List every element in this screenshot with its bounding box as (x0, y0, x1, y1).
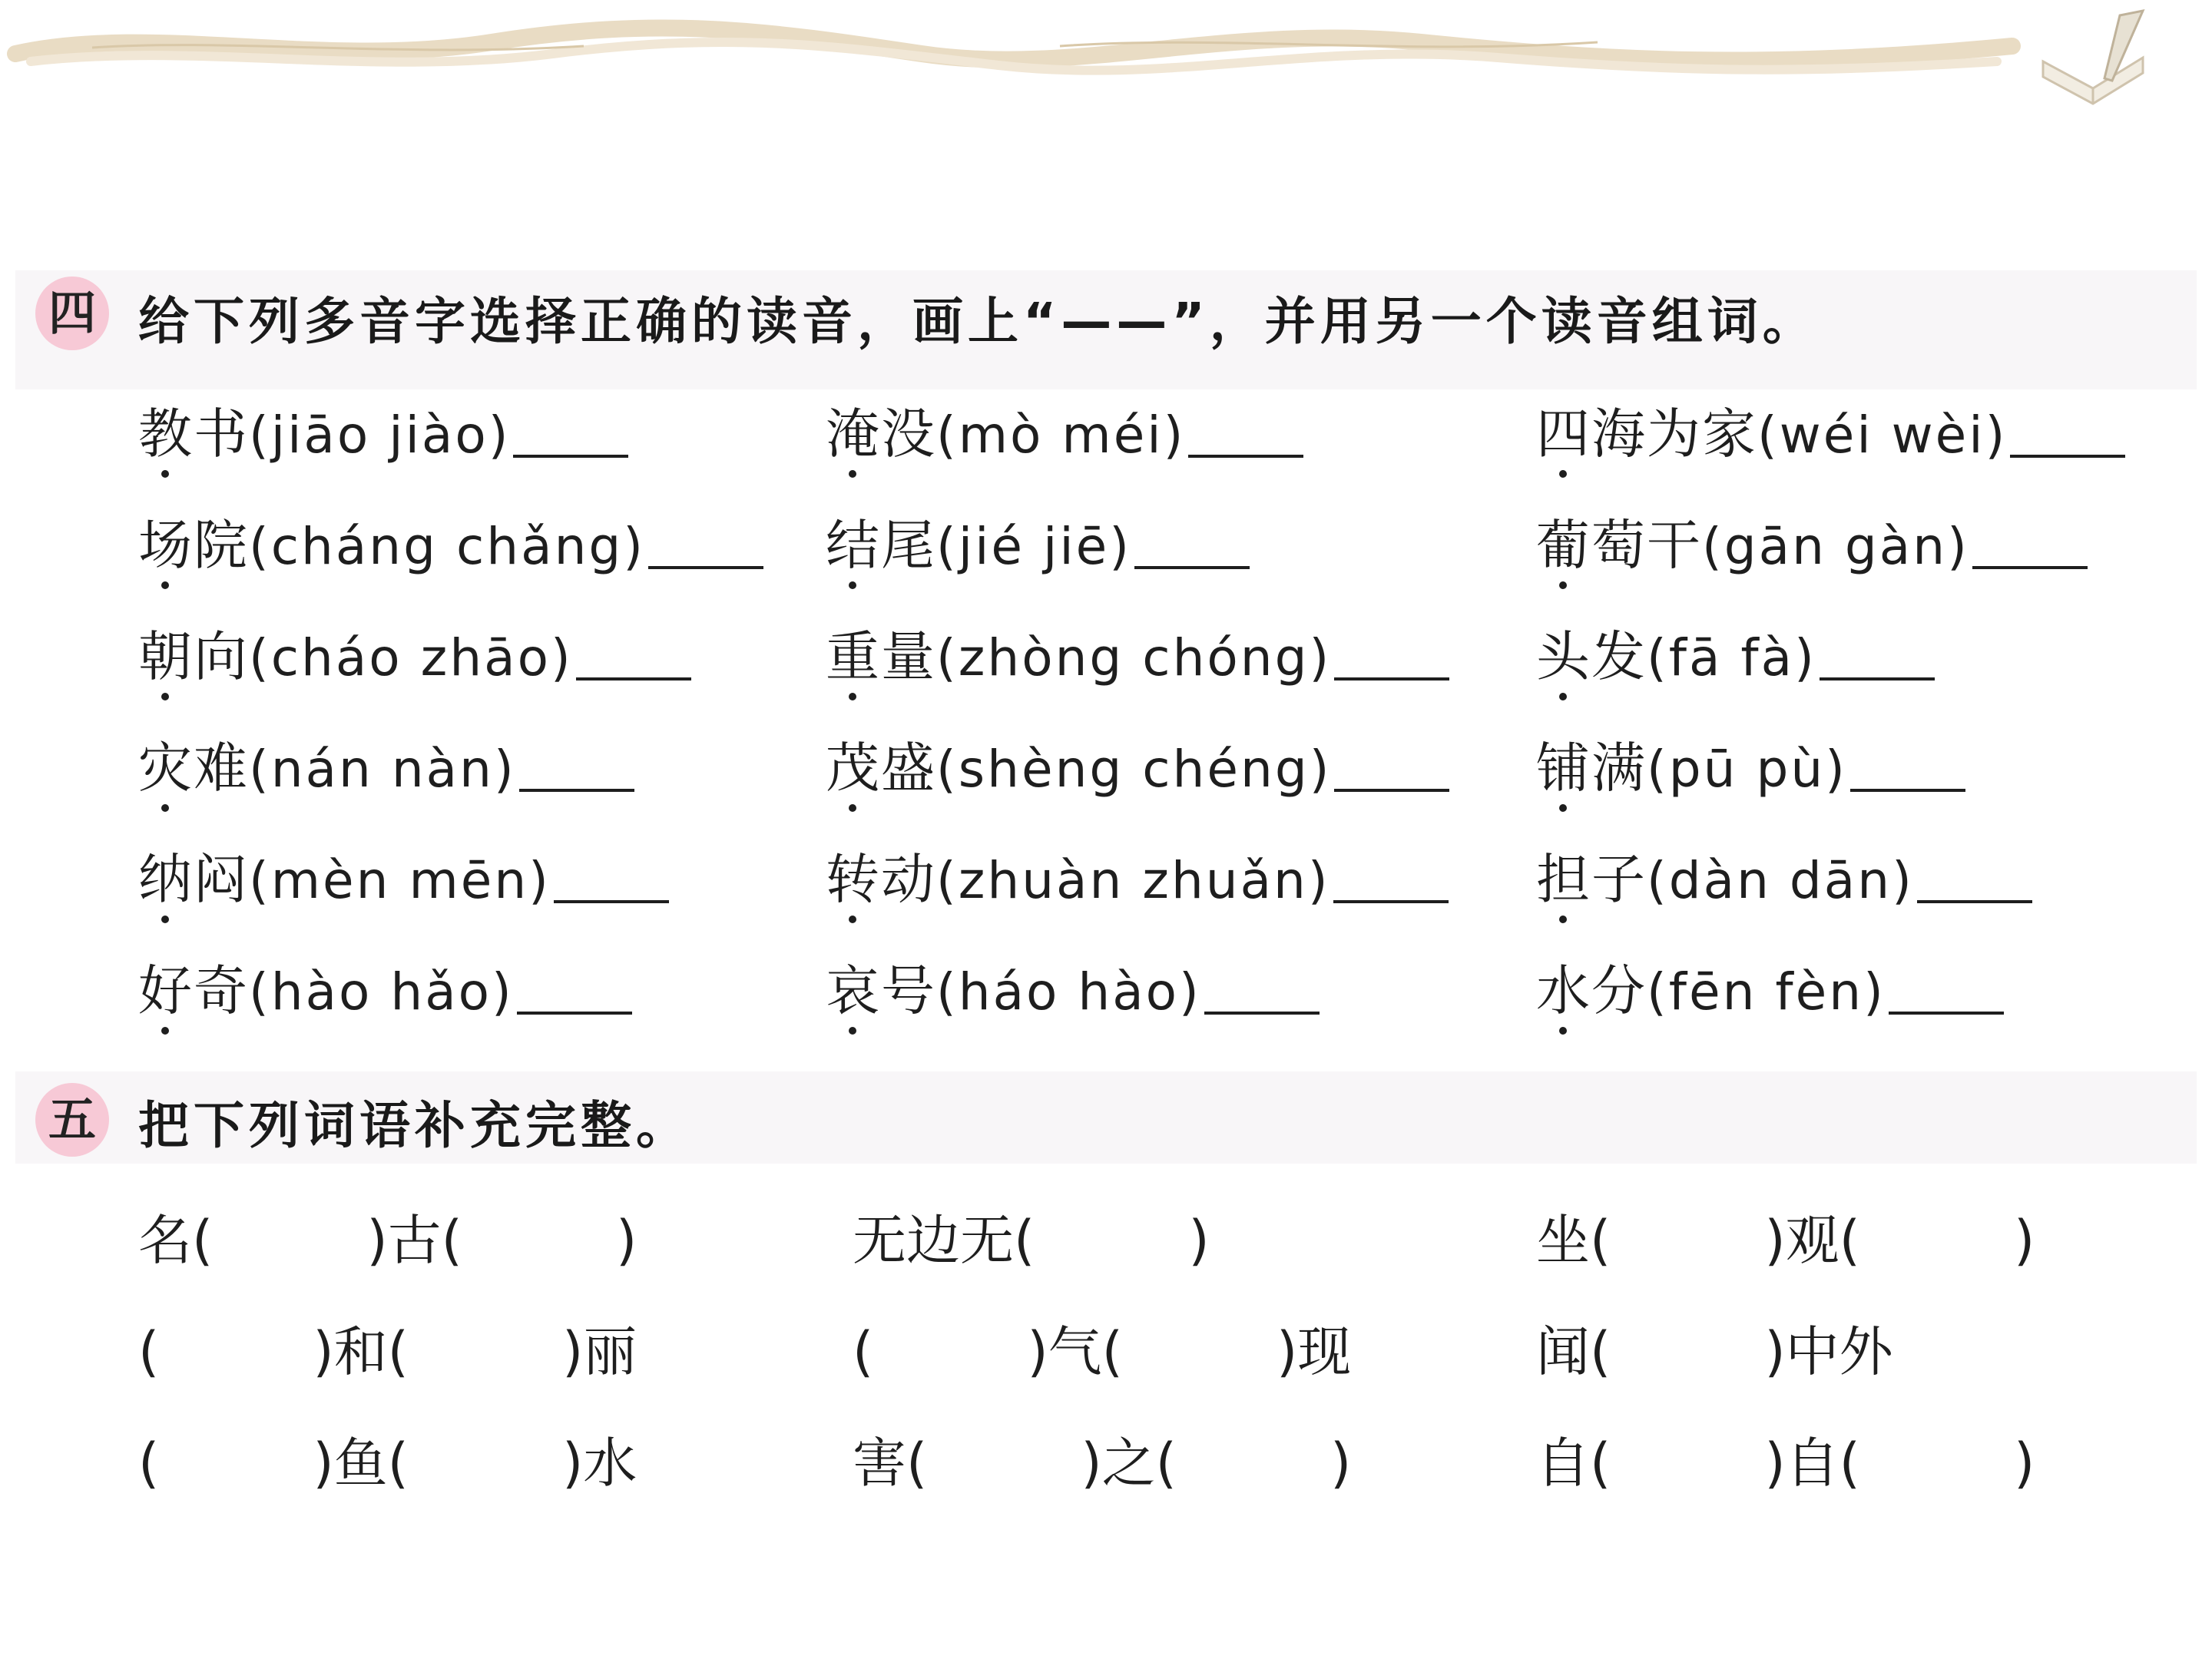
idiom-text-segment: )气( (1027, 1320, 1123, 1383)
emphasis-dot (161, 804, 169, 812)
idiom-text-segment: ( (138, 1432, 160, 1495)
polyphonic-word: 朝向 (138, 625, 249, 688)
answer-blank[interactable] (513, 399, 628, 458)
idiom-item (138, 1317, 637, 1386)
pinyin-options: (shèng chéng) (936, 740, 1332, 799)
pinyin-options: (nán nàn) (249, 740, 516, 799)
idiom-text-segment: )水 (561, 1432, 637, 1495)
idiom-text-segment: ) (2013, 1432, 2035, 1495)
emphasis-dot (1559, 916, 1567, 923)
idiom-text-segment: 无边无( (853, 1209, 1035, 1272)
answer-blank[interactable] (1889, 956, 2004, 1015)
idiom-text-segment: ( (138, 1320, 160, 1383)
pinyin-item (138, 845, 669, 914)
pinyin-options: (cháo zhāo) (249, 628, 573, 687)
idiom-text-segment: )现 (1276, 1320, 1352, 1383)
emphasis-dot (161, 916, 169, 923)
pinyin-item (1536, 733, 1965, 803)
emphasis-dot (1559, 1027, 1567, 1035)
pinyin-item (138, 733, 634, 803)
pinyin-options: (gān gàn) (1702, 517, 1969, 576)
polyphonic-word: 水分 (1536, 959, 1647, 1022)
pinyin-options: (fā fà) (1647, 628, 1816, 687)
idiom-item (138, 1206, 637, 1275)
idiom-text-segment: )之( (1081, 1432, 1177, 1495)
polyphonic-word: 教书 (138, 402, 249, 465)
pinyin-item (826, 399, 1303, 469)
emphasis-dot (849, 1027, 856, 1035)
section-5-number-badge: 五 (35, 1083, 109, 1157)
answer-blank[interactable] (1188, 399, 1303, 458)
emphasis-dot (1559, 581, 1567, 589)
emphasis-dot (849, 804, 856, 812)
idiom-item (1536, 1206, 2035, 1275)
emphasis-dot (161, 1027, 169, 1035)
pinyin-item (826, 733, 1449, 803)
section-4-instruction: 给下列多音字选择正确的读音，画上“——”，并用另一个读音组词。 (138, 292, 1818, 351)
idiom-item (1536, 1317, 1893, 1386)
answer-blank[interactable] (1917, 845, 2032, 903)
answer-blank[interactable] (1333, 845, 1449, 903)
pinyin-item (1536, 845, 2032, 914)
idiom-item (1536, 1429, 2035, 1498)
answer-blank[interactable] (554, 845, 669, 903)
idiom-text-segment: )丽 (561, 1320, 637, 1383)
emphasis-dot (161, 693, 169, 700)
pinyin-options: (wéi wèi) (1757, 406, 2008, 465)
pinyin-item (1536, 399, 2125, 469)
idiom-text-segment: )古( (366, 1209, 462, 1272)
pinyin-options: (dàn dān) (1647, 851, 1914, 910)
polyphonic-word: 担子 (1536, 848, 1647, 911)
pinyin-item (1536, 956, 2004, 1025)
answer-blank[interactable] (1204, 956, 1320, 1015)
pinyin-item (138, 956, 632, 1025)
idiom-text-segment: 自( (1536, 1432, 1611, 1495)
emphasis-dot (161, 470, 169, 478)
answer-blank[interactable] (648, 511, 763, 569)
answer-blank[interactable] (1820, 622, 1935, 680)
polyphonic-word: 淹没 (826, 402, 936, 465)
idiom-item (138, 1429, 637, 1498)
pinyin-item (138, 511, 763, 580)
answer-blank[interactable] (517, 956, 632, 1015)
emphasis-dot (849, 470, 856, 478)
emphasis-dot (161, 581, 169, 589)
emphasis-dot (849, 581, 856, 589)
answer-blank[interactable] (1334, 622, 1449, 680)
answer-blank[interactable] (1972, 511, 2088, 569)
section-4-number-badge: 四 (35, 276, 109, 350)
polyphonic-word: 场院 (138, 514, 249, 577)
idiom-text-segment: )鱼( (313, 1432, 409, 1495)
idiom-text-segment: ) (615, 1209, 637, 1272)
pinyin-options: (zhòng chóng) (936, 628, 1332, 687)
idiom-text-segment: 闻( (1536, 1320, 1611, 1383)
answer-blank[interactable] (2010, 399, 2125, 458)
polyphonic-word: 纳闷 (138, 848, 249, 911)
pinyin-item (138, 622, 691, 691)
emphasis-dot (1559, 804, 1567, 812)
pinyin-options: (mèn mēn) (249, 851, 551, 910)
polyphonic-word: 铺满 (1536, 737, 1647, 800)
idiom-text-segment: 害( (853, 1432, 928, 1495)
polyphonic-word: 转动 (826, 848, 936, 911)
answer-blank[interactable] (519, 733, 634, 792)
pinyin-options: (mò méi) (936, 406, 1186, 465)
idiom-text-segment: 名( (138, 1209, 214, 1272)
idiom-text-segment: ( (853, 1320, 874, 1383)
idiom-text-segment: 坐( (1536, 1209, 1611, 1272)
answer-blank[interactable] (1134, 511, 1250, 569)
polyphonic-word: 茂盛 (826, 737, 936, 800)
pinyin-item (1536, 511, 2088, 580)
pinyin-item (138, 399, 628, 469)
answer-blank[interactable] (576, 622, 691, 680)
pinyin-item (826, 956, 1320, 1025)
answer-blank[interactable] (1334, 733, 1449, 792)
idiom-item (853, 1317, 1351, 1386)
pinyin-options: (jié jiē) (936, 517, 1132, 576)
answer-blank[interactable] (1850, 733, 1965, 792)
emphasis-dot (1559, 693, 1567, 700)
idiom-text-segment: )自( (1764, 1432, 1860, 1495)
pinyin-item (1536, 622, 1935, 691)
pinyin-options: (fēn fèn) (1647, 962, 1886, 1022)
idiom-text-segment: ) (2013, 1209, 2035, 1272)
pinyin-options: (zhuàn zhuǎn) (936, 851, 1330, 910)
pinyin-options: (hào hǎo) (249, 962, 514, 1022)
emphasis-dot (849, 916, 856, 923)
polyphonic-word: 头发 (1536, 625, 1647, 688)
polyphonic-word: 葡萄干 (1536, 514, 1702, 577)
polyphonic-word: 四海为家 (1536, 402, 1757, 465)
emphasis-dot (1559, 470, 1567, 478)
polyphonic-word: 灾难 (138, 737, 249, 800)
pinyin-options: (pū pù) (1647, 740, 1847, 799)
pinyin-options: (cháng chǎng) (249, 517, 646, 576)
polyphonic-word: 好奇 (138, 959, 249, 1022)
decorative-cloud-banner (0, 0, 2212, 123)
pinyin-options: (háo hào) (936, 962, 1201, 1022)
emphasis-dot (849, 693, 856, 700)
idiom-text-segment: )观( (1764, 1209, 1860, 1272)
idiom-text-segment: ) (1188, 1209, 1210, 1272)
book-and-pen-icon (2028, 8, 2158, 123)
pinyin-options: (jiāo jiào) (249, 406, 511, 465)
idiom-text-segment: )和( (313, 1320, 409, 1383)
section-5-instruction: 把下列词语补充完整。 (138, 1096, 691, 1155)
polyphonic-word: 重量 (826, 625, 936, 688)
pinyin-item (826, 511, 1250, 580)
polyphonic-word: 结尾 (826, 514, 936, 577)
idiom-text-segment: )中外 (1764, 1320, 1893, 1383)
idiom-text-segment: ) (1330, 1432, 1352, 1495)
pinyin-item (826, 622, 1449, 691)
idiom-item (853, 1206, 1210, 1275)
polyphonic-word: 哀号 (826, 959, 936, 1022)
idiom-item (853, 1429, 1351, 1498)
pinyin-item (826, 845, 1449, 914)
